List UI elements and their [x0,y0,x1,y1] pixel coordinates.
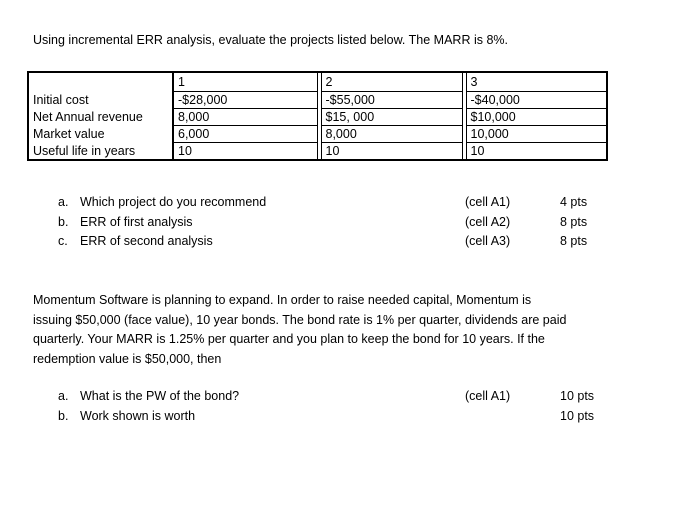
table-row [28,143,607,161]
list-letter: c. [58,234,68,248]
table-cell: $10,000 [466,109,607,126]
question-text: Which project do you recommend [80,195,267,209]
row-label: Initial cost [28,92,173,109]
row-label: Useful life in years [28,143,173,161]
points-value: 8 pts [560,214,588,229]
table-cell: 10 [321,143,462,161]
points-value: 10 pts [560,408,595,423]
list-item [58,213,266,233]
cell-ref-column-1 [465,193,510,252]
table-cell: 8,000 [173,109,317,126]
cell-ref: (cell A3) [465,234,511,248]
table-cell: $15, 000 [321,109,462,126]
list-letter: a. [58,195,69,209]
question-list-1 [58,193,266,252]
table-row [28,126,607,143]
row-label: Market value [28,126,173,143]
list-item [58,193,266,213]
list-item [58,232,266,252]
table-cell: 8,000 [321,126,462,143]
cell-ref: (cell A1) [465,389,511,403]
question-text: Work shown is worth [80,408,196,423]
list-letter: a. [58,389,69,403]
list-letter: b. [58,408,69,423]
list-item [58,387,239,407]
paragraph-line: Momentum Software is planning to expand. In order to raise needed capital, Momentum is [33,293,532,307]
table-header-cell: 1 [173,72,317,92]
table-cell: -$55,000 [321,92,462,109]
question-text: ERR of second analysis [80,234,213,248]
table-cell: 10 [173,143,317,161]
list-item [58,407,239,427]
points-column-2 [560,387,594,426]
points-value: 4 pts [560,195,588,209]
projects-table [27,71,608,161]
points-value: 8 pts [560,234,588,248]
table-header-cell: 2 [321,72,462,92]
cell-ref: (cell A1) [465,195,511,209]
question-text: What is the PW of the bond? [80,389,240,403]
table-row [28,109,607,126]
cell-ref: (cell A2) [465,214,511,229]
cell-ref-column-2 [465,387,510,407]
row-label: Net Annual revenue [28,109,173,126]
problem-paragraph [33,291,633,369]
table-header-row [28,72,607,92]
intro-text: Using incremental ERR analysis, evaluate the projects listed below. The MARR is 8%. [33,33,508,47]
points-column-1 [560,193,587,252]
paragraph-line: redemption value is $50,000, then [33,351,222,366]
table-cell: 10 [466,143,607,161]
table-cell: -$28,000 [173,92,317,109]
table-cell: 10,000 [466,126,607,143]
points-value: 10 pts [560,389,595,403]
paragraph-line: quarterly. Your MARR is 1.25% per quarter and you plan to keep the bond for 10 years. If the [33,332,545,346]
paragraph-line: issuing $50,000 (face value), 10 year bonds. The bond rate is 1% per quarter, dividends are paid [33,312,567,327]
question-list-2 [58,387,239,426]
question-text: ERR of first analysis [80,214,193,229]
list-letter: b. [58,214,69,229]
table-row [28,92,607,109]
table-header-cell: 3 [466,72,607,92]
table-cell: -$40,000 [466,92,607,109]
table-cell: 6,000 [173,126,317,143]
table-corner-cell [28,72,173,92]
